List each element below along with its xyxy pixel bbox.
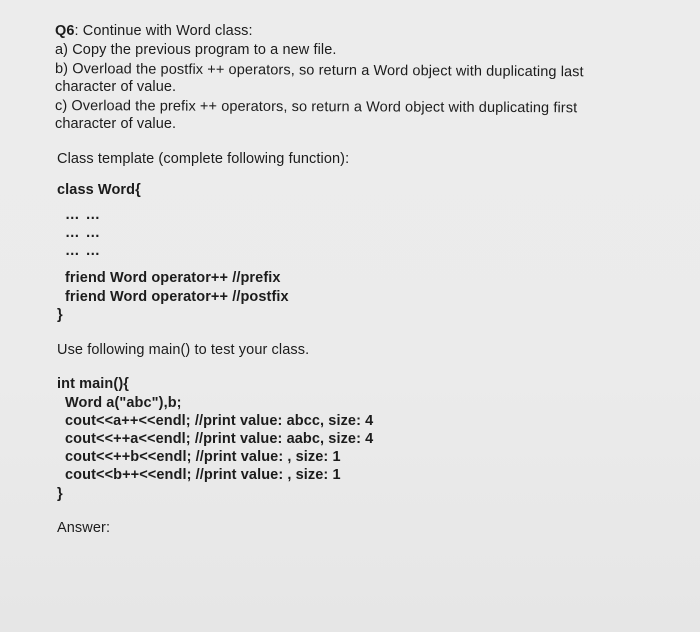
main-code-line-4: cout<<++a<<endl; //print value: aabc, size: 4	[65, 431, 374, 447]
question-item-c-continued: character of value.	[55, 116, 177, 132]
question-title: : Continue with Word class:	[74, 23, 253, 39]
question-item-b-continued: character of value.	[55, 79, 177, 95]
main-heading: Use following main() to test your class.	[57, 342, 310, 358]
question-title-line	[55, 23, 253, 40]
code-line-class-close: }	[57, 307, 63, 323]
main-code-line-3: cout<<a++<<endl; //print value: abcc, size: 4	[65, 413, 374, 429]
question-label: Q6	[55, 23, 75, 39]
code-ellipsis-2: … …	[65, 225, 102, 241]
main-code-line-1: int main(){	[57, 376, 129, 392]
code-line-prefix: friend Word operator++ //prefix	[65, 270, 281, 286]
answer-label: Answer:	[57, 520, 111, 536]
code-line-postfix: friend Word operator++ //postfix	[65, 289, 289, 305]
main-code-line-6: cout<<b++<<endl; //print value: , size: 1	[65, 467, 341, 483]
question-item-a: a) Copy the previous program to a new file.	[55, 42, 337, 58]
question-item-c: c) Overload the prefix ++ operators, so return a Word object with duplicating first	[54, 98, 578, 117]
code-ellipsis-1: … …	[65, 207, 102, 223]
main-code-line-2: Word a("abc"),b;	[65, 395, 182, 411]
main-code-line-close: }	[57, 486, 63, 502]
question-item-b: b) Overload the postfix ++ operators, so return a Word object with duplicating last	[54, 61, 584, 81]
code-ellipsis-3: … …	[65, 243, 102, 259]
template-heading: Class template (complete following function):	[57, 151, 350, 167]
main-code-line-5: cout<<++b<<endl; //print value: , size: 1	[65, 449, 341, 465]
code-line-class-open: class Word{	[57, 182, 141, 198]
